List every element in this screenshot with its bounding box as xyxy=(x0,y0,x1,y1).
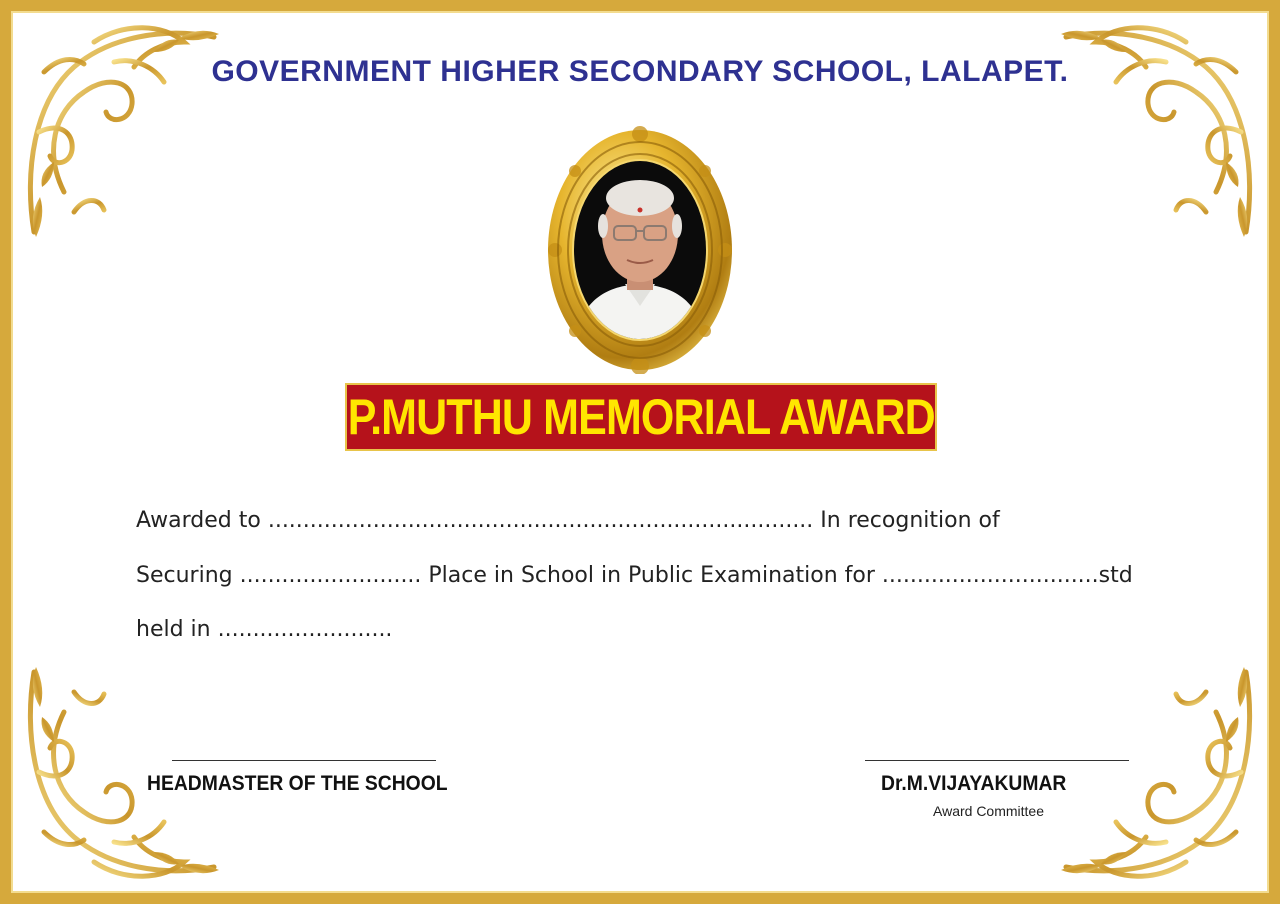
memorial-portrait xyxy=(545,126,735,374)
award-banner xyxy=(345,383,937,451)
headmaster-title: HEADMASTER OF THE SCHOOL xyxy=(147,772,448,795)
securing-place-line: Securing .......................... Place in School in Public Examination for ...............................std xyxy=(136,563,1133,588)
held-in-line: held in ......................... xyxy=(136,617,393,642)
corner-ornament-top-right xyxy=(1046,12,1266,242)
committee-role: Award Committee xyxy=(933,803,1045,819)
corner-ornament-top-left xyxy=(14,12,234,242)
school-name-heading: GOVERNMENT HIGHER SECONDARY SCHOOL, LALAPET. xyxy=(211,55,1069,88)
corner-ornament-bottom-right xyxy=(1046,662,1266,892)
committee-signature-line xyxy=(865,760,1129,761)
awarded-to-line: Awarded to .............................................................................. In recognition of xyxy=(136,508,1000,533)
award-title: P.MUTHU MEMORIAL AWARD xyxy=(347,389,935,445)
committee-member-name: Dr.M.VIJAYAKUMAR xyxy=(881,772,1067,795)
headmaster-signature-line xyxy=(172,760,436,761)
